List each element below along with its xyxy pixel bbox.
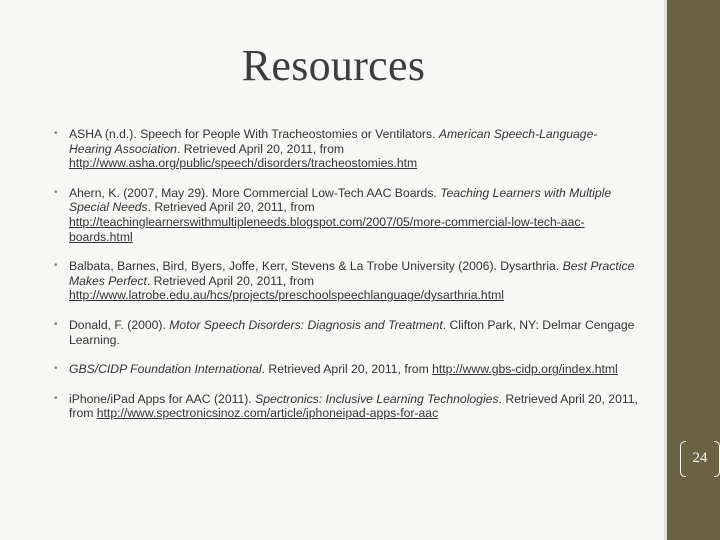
reference-text: Donald, F. (2000). [69,317,170,332]
reference-text: . Retrieved April 20, 2011, from [261,362,433,377]
reference-link[interactable]: http://www.latrobe.edu.au/hcs/projects/preschoolspeechlanguage/dysarthria.html [69,288,504,303]
bullet-icon: • [54,363,58,375]
reference-text: iPhone/iPad Apps for AAC (2011). [69,391,256,406]
reference-source: Teaching Learners with Multiple Special Needs [69,185,612,215]
reference-source: American Speech-Language-Hearing Association [69,127,598,156]
reference-item [54,392,639,421]
bullet-icon: • [54,318,58,330]
reference-item [54,362,639,377]
bullet-icon: • [54,128,58,139]
reference-list [54,127,639,436]
page-number-badge [680,441,720,477]
bullet-icon: • [54,260,58,272]
reference-source: Spectronics: Inclusive Learning Technologies [255,391,499,406]
reference-text: . Retrieved April 20, 2011, from [147,200,315,215]
reference-link[interactable]: http://www.gbs-cidp.org/index.html [432,362,618,377]
reference-link[interactable]: http://www.asha.org/public/speech/disorders/tracheostomies.htm [69,156,418,171]
reference-text: . Retrieved April 20, 2011, from [69,391,638,421]
reference-text: . Clifton Park, NY: Delmar Cengage Learning. [69,317,635,347]
reference-item [54,318,639,347]
reference-link[interactable]: http://www.spectronicsinoz.com/article/iphoneipad-apps-for-aac [96,406,439,421]
reference-text: . Retrieved April 20, 2011, from [146,273,315,288]
reference-item [54,186,639,244]
bullet-icon: • [54,392,58,404]
reference-item [54,259,639,303]
reference-item [54,127,639,171]
slide-title: Resources [241,41,426,90]
reference-source: GBS/CIDP Foundation International [69,362,262,377]
reference-link[interactable]: http://teachinglearnerswithmultipleneeds.blogspot.com/2007/05/more-commercial-low-tech-aac-boards.html [69,214,585,244]
reference-text: Balbata, Barnes, Bird, Byers, Joffe, Kerr, Stevens & La Trobe University (2006). Dysarthria. [69,259,563,274]
page-number: 24 [692,450,708,466]
reference-text: . Retrieved April 20, 2011, from [176,141,345,156]
reference-text: ASHA (n.d.). Speech for People With Tracheostomies or Ventilators. [69,127,439,141]
reference-text: Ahern, K. (2007, May 29). More Commercial Low-Tech AAC Boards. [69,185,441,200]
reference-source: Best Practice Makes Perfect [69,259,635,288]
reference-source: Motor Speech Disorders: Diagnosis and Treatment [169,317,443,332]
bullet-icon: • [54,186,58,198]
